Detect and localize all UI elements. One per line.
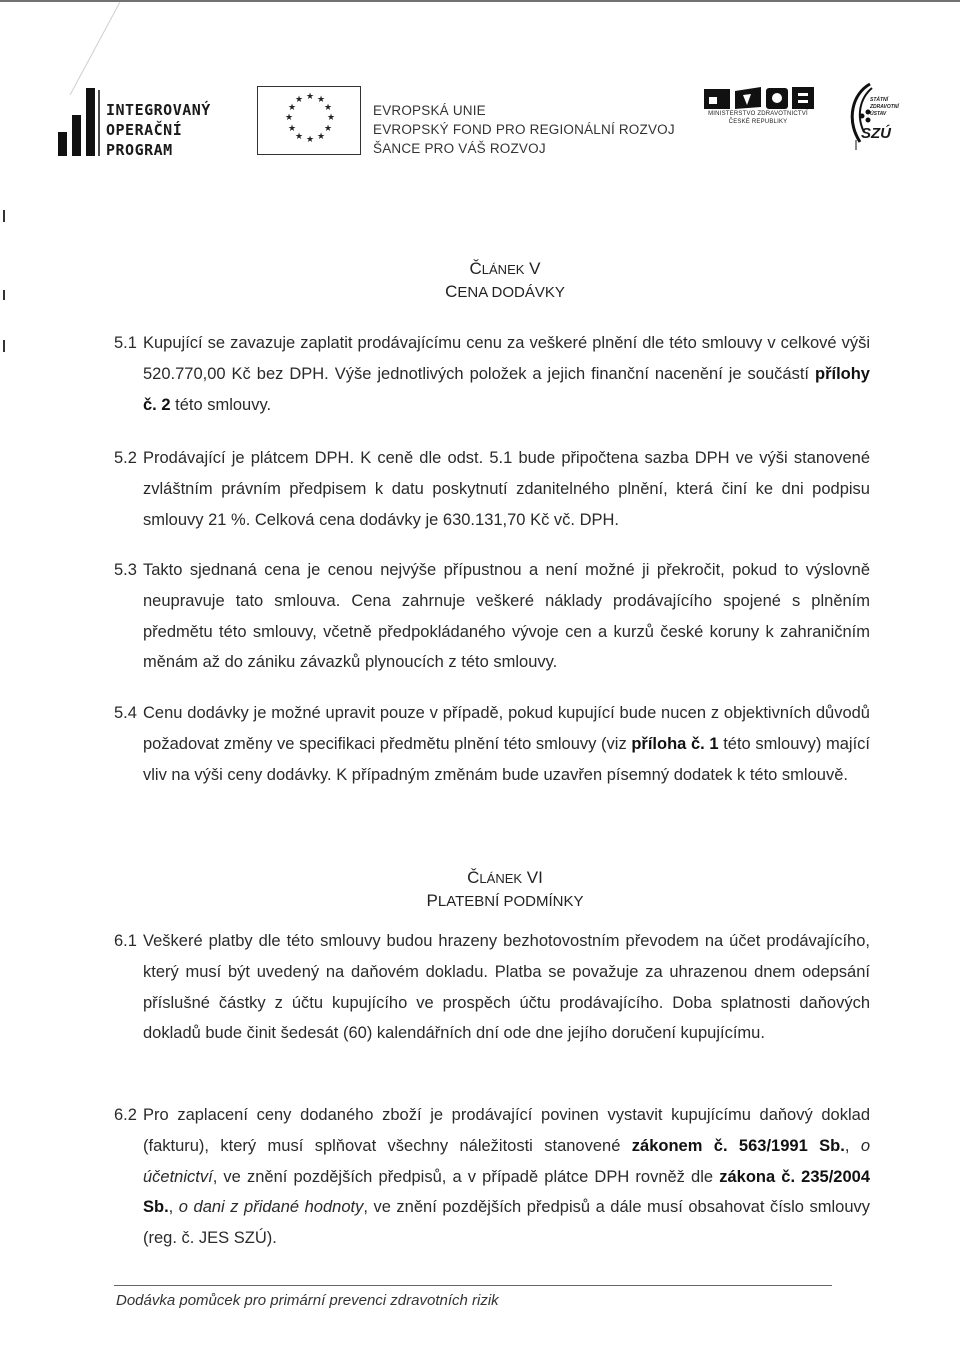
clause-number: 5.2 bbox=[114, 449, 137, 467]
clause-text: Kupující se zavazuje zaplatit prodávajícímu cenu za veškeré plnění dle této smlouvy v celkové výši 520.770,00 Kč bez DPH. Výše jednotlivých položek a jejich finanční nacenění je součástí přílohy č. 2 této smlouvy. bbox=[143, 334, 870, 414]
szu-caption: STÁTNÍ ZDRAVOTNÍ ÚSTAV bbox=[870, 97, 899, 117]
svg-text:★: ★ bbox=[305, 135, 315, 145]
eu-text-block: EVROPSKÁ UNIE EVROPSKÝ FOND PRO REGIONÁLNÍ ROZVOJ ŠANCE PRO VÁŠ ROZVOJ bbox=[373, 103, 675, 156]
svg-text:★: ★ bbox=[287, 103, 297, 113]
article-5-heading bbox=[0, 258, 960, 304]
footer-divider bbox=[114, 1285, 832, 1286]
svg-text:★: ★ bbox=[316, 95, 326, 105]
eu-stars-icon bbox=[258, 87, 362, 156]
clause-text: Pro zaplacení ceny dodaného zboží je prodávající povinen vystavit kupujícímu daňový doklad (fakturu), který musí splňovat všechny náležitosti stanovené zákonem č. 563/1991 Sb., o účetnictví, ve znění pozdějších předpisů, a v případě plátce DPH rovněž dle zákona č. 235/2004 Sb., o dani z přidané hodnoty, ve znění pozdějších předpisů a dále musí obsahovat číslo smlouvy (reg. č. JES SZÚ). bbox=[143, 1106, 870, 1248]
article-6-number: ČLÁNEK VI bbox=[467, 868, 543, 887]
clause-number: 6.2 bbox=[114, 1106, 137, 1124]
clause-5-2 bbox=[114, 443, 870, 535]
svg-text:★: ★ bbox=[294, 132, 304, 142]
svg-text:★: ★ bbox=[316, 132, 326, 142]
clause-5-1 bbox=[114, 328, 870, 420]
clause-6-1 bbox=[114, 926, 870, 1049]
szu-mark: SZÚ bbox=[861, 125, 891, 142]
clause-number: 5.3 bbox=[114, 561, 137, 579]
svg-text:★: ★ bbox=[323, 103, 333, 113]
clause-number: 5.1 bbox=[114, 334, 137, 352]
clause-6-2 bbox=[114, 1100, 870, 1254]
ministry-caption: MINISTERSTVO ZDRAVOTNICTVÍ ČESKÉ REPUBLIKY bbox=[708, 111, 808, 125]
clause-number: 6.1 bbox=[114, 932, 137, 950]
clause-text: Takto sjednaná cena je cenou nejvýše přípustnou a není možné ji překročit, pokud to výslovně neupravuje tato smlouva. Cena zahrnuje veškeré náklady prodávajícího spojené s plněním předmětu této smlouvy, včetně předpokládaného vývoje cen a kurzů české koruny k zahraničním měnám až do zániku závazků plynoucích z této smlouvy. bbox=[143, 561, 870, 672]
svg-text:★: ★ bbox=[294, 95, 304, 105]
article-5-title: CENA DODÁVKY bbox=[445, 282, 565, 301]
iop-logo-text: INTEGROVANÝ OPERAČNÍ PROGRAM bbox=[106, 101, 211, 159]
footer-title: Dodávka pomůcek pro primární prevenci zdravotních rizik bbox=[116, 1292, 499, 1309]
svg-text:★: ★ bbox=[284, 113, 294, 123]
clause-text: Prodávající je plátcem DPH. K ceně dle odst. 5.1 bude připočtena sazba DPH ve výši stanovené zvláštním právním předpisem k datu poskytnutí zdanitelného plnění, která činí ke dni podpisu smlouvy 21 %. Celková cena dodávky je 630.131,70 Kč vč. DPH. bbox=[143, 449, 870, 529]
svg-text:★: ★ bbox=[323, 124, 333, 134]
clause-text: Cenu dodávky je možné upravit pouze v případě, pokud kupující bude nucen z objektivních důvodů požadovat změny ve specifikaci předmětu plnění této smlouvy (viz příloha č. 1 této smlouvy) mající vliv na výši ceny dodávky. K případným změnám bude uzavřen písemný dodatek k této smlouvě. bbox=[143, 704, 870, 784]
clause-5-3 bbox=[114, 555, 870, 678]
clause-5-4 bbox=[114, 698, 870, 790]
article-6-title: PLATEBNÍ PODMÍNKY bbox=[426, 891, 584, 910]
article-5-number: ČLÁNEK V bbox=[469, 259, 541, 278]
svg-text:★: ★ bbox=[287, 124, 297, 134]
clause-number: 5.4 bbox=[114, 704, 137, 722]
svg-text:★: ★ bbox=[326, 113, 336, 123]
clause-text: Veškeré platby dle této smlouvy budou hrazeny bezhotovostním převodem na účet prodávajícího, který musí být uvedený na daňovém dokladu. Platba se považuje za uhrazenou dnem odepsání příslušné částky z účtu kupujícího ve prospěch účtu prodávajícího. Doba splatnosti daňových dokladů bude činit šedesát (60) kalendářních dní ode dne jejího doručení kupujícímu. bbox=[143, 932, 870, 1043]
eu-flag-box bbox=[257, 86, 361, 155]
svg-text:★: ★ bbox=[305, 92, 315, 102]
article-6-heading bbox=[0, 867, 960, 913]
